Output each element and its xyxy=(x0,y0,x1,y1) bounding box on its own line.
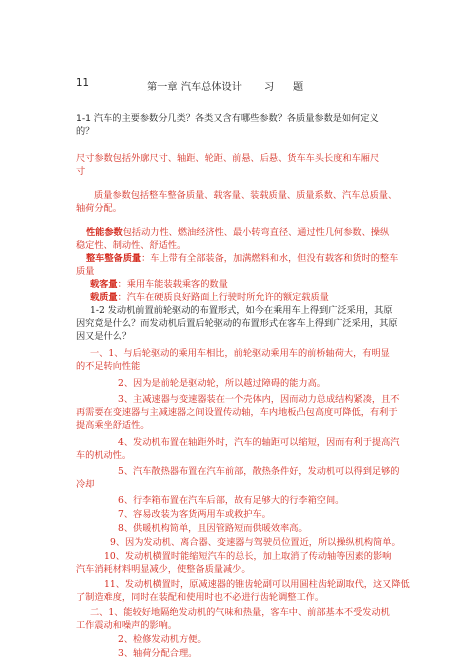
answer-6: 6、行李箱布置在汽车后部，故有足够大的行李箱空间。 xyxy=(118,495,345,506)
exercise-label-2: 题 xyxy=(293,82,304,93)
performance-params-line2: 稳定性、制动性、舒适性。 xyxy=(76,240,187,251)
question-1-1-line1: 1-1 汽车的主要参数分几类？各类又含有哪些参数？各质量参数是如何定义 xyxy=(76,113,379,124)
answer-4-line2: 车的机动性。 xyxy=(76,450,132,461)
answer-2: 2、因为是前轮是驱动轮，所以越过障碍的能力高。 xyxy=(118,378,326,389)
size-params-line2: 寸 xyxy=(76,166,86,177)
answer-rear-2: 2、检修发动机方便。 xyxy=(118,634,207,645)
performance-params-line1: 性能参数包括动力性、燃油经济性、最小转弯直径、通过性几何参数、操纵 xyxy=(86,227,390,238)
answer-5-line1: 5、汽车散热器布置在汽车前部，散热条件好，发动机可以得到足够的 xyxy=(118,466,400,477)
question-1-2-line1: 1-2 发动机前置前轮驱动的布置形式，如今在乘用车上得到广泛采用，其原 xyxy=(90,305,393,316)
load-mass-line: 载质量：汽车在硬质良好路面上行驶时所允许的额定载质量 xyxy=(90,292,329,303)
answer-rear-1-line1: 二、1、能较好地隔绝发动机的气味和热量，客车中、前部基本不受发动机 xyxy=(90,607,390,618)
answer-1-line2: 的不足转向性能 xyxy=(76,361,141,372)
question-1-1-line2: 的？ xyxy=(76,126,95,137)
answer-3-line1: 3、主减速器与变速器装在一个壳体内，因而动力总成结构紧凑，且不 xyxy=(118,394,400,405)
answer-3-line2: 再需要在变速器与主减速器之间设置传动轴，车内地板凸包高度可降低，有利于 xyxy=(76,407,398,418)
load-mass-term: 载质量 xyxy=(90,292,118,303)
chapter-title: 第一章 汽车总体设计 xyxy=(147,82,242,93)
exercise-label: 习 xyxy=(264,82,275,93)
mass-params-line2: 轴荷分配。 xyxy=(76,203,122,214)
answer-3-line3: 提高乘坐舒适性。 xyxy=(76,420,150,431)
performance-params-term: 性能参数 xyxy=(86,227,123,238)
answer-9: 9、因为发动机、离合器、变速器与驾驶员位置近，所以操纵机构简单。 xyxy=(110,537,401,548)
answer-rear-3: 3、轴荷分配合理。 xyxy=(118,648,198,659)
page-number: 11 xyxy=(76,78,89,89)
question-1-2-line3: 因又是什么？ xyxy=(76,331,132,342)
answer-rear-1-line2: 工作震动和噪声的影响。 xyxy=(76,620,178,631)
answer-10-line2: 汽车消耗材料明显减少，使整备质量减少。 xyxy=(76,564,251,575)
size-params-line1: 尺寸参数包括外廓尺寸、轴距、轮距、前悬、后悬、货车车头长度和车厢尺 xyxy=(76,153,380,164)
curb-mass-line1: 整车整备质量：车上带有全部装备，加满燃料和水，但没有载客和货时的整车 xyxy=(86,253,399,264)
curb-mass-line2: 质量 xyxy=(76,266,95,277)
passenger-capacity-term: 载客量 xyxy=(90,279,118,290)
mass-params-line1: 质量参数包括整车整备质量、载客量、装载质量、质量系数、汽车总质量、 xyxy=(94,190,398,201)
curb-mass-term: 整车整备质量 xyxy=(86,253,142,264)
answer-11-line1: 11、发动机横置时，原减速器的锥齿轮副可以用圆柱齿轮副取代，这又降低 xyxy=(104,579,410,590)
answer-1-line1: 一、1、与后轮驱动的乘用车相比，前轮驱动乘用车的前桥轴荷大，有明显 xyxy=(90,348,390,359)
answer-7: 7、容易改装为客货两用车或救护车。 xyxy=(118,509,271,520)
answer-10-line1: 10、发动机横置时能缩短汽车的总长，加上取消了传动轴等因素的影响 xyxy=(104,551,392,562)
answer-8: 8、供暖机构简单，且因管路短而供暖效率高。 xyxy=(118,523,308,534)
answer-11-line2: 了制造难度，同时在装配和使用时也不必进行齿轮调整工作。 xyxy=(76,592,325,603)
answer-5-line2: 冷却 xyxy=(76,479,95,490)
answer-4-line1: 4、发动机布置在轴距外时，汽车的轴距可以缩短，因而有利于提高汽 xyxy=(118,437,400,448)
passenger-capacity-line: 载客量：乘用车能装载乘客的数量 xyxy=(90,279,228,290)
question-1-2-line2: 因究竟是什么？而发动机后置后轮驱动的布置形式在客车上得到广泛采用，其原 xyxy=(76,318,398,329)
